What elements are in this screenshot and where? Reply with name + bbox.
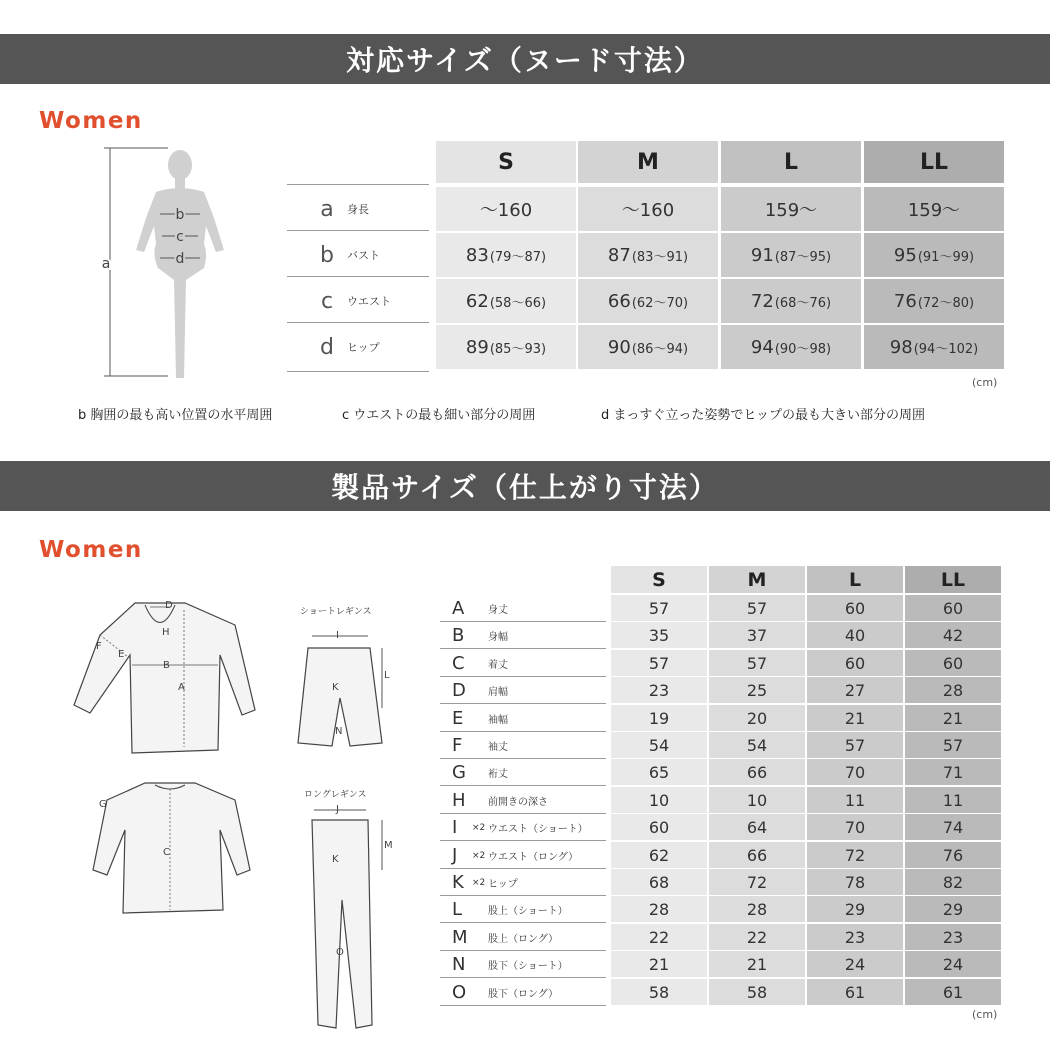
label-b: b: [175, 207, 185, 223]
product-row-label-o: [452, 979, 558, 1006]
nude-cell-value: ～160: [621, 200, 675, 221]
note-d: d まっすぐ立った姿勢でヒップの最も大きい部分の周囲: [601, 408, 925, 423]
nude-cell-range: (85～93): [489, 341, 547, 357]
product-row-label-n: [452, 951, 568, 978]
product-row-divider: [440, 703, 606, 704]
top-back-diagram: [85, 775, 255, 920]
product-row-jp: 裄丈: [488, 769, 508, 780]
product-cell: 57: [611, 595, 707, 621]
product-cell: 54: [611, 732, 707, 758]
nude-cell-range: (68～76): [774, 295, 832, 311]
label-G: G: [99, 799, 107, 810]
nude-header-m: M: [578, 141, 718, 183]
product-cell: 21: [807, 705, 903, 731]
product-cell: 23: [905, 924, 1001, 950]
nude-header-l: L: [721, 141, 861, 183]
product-row-jp: ウエスト（ショート）: [488, 824, 588, 835]
nude-row-divider: [287, 371, 429, 372]
product-cell: 66: [709, 842, 805, 868]
nude-cell: [864, 325, 1004, 369]
product-cell: 71: [905, 759, 1001, 785]
product-row-jp: 前開きの深さ: [488, 797, 548, 808]
product-cell: 76: [905, 842, 1001, 868]
nude-cell-value: 87: [607, 244, 631, 266]
product-cell: 57: [611, 650, 707, 676]
nude-cell-value: 76: [893, 290, 917, 312]
product-row-letter: G: [452, 762, 466, 783]
product-row-multiplier: ×2: [472, 850, 486, 861]
note-b: b 胸囲の最も高い位置の水平周囲: [78, 408, 273, 423]
product-cell: 28: [905, 677, 1001, 703]
nude-row-jp: ウエスト: [347, 295, 391, 308]
nude-cell: [578, 279, 718, 323]
nude-cell: [721, 325, 861, 369]
product-cell: 70: [807, 814, 903, 840]
product-cell: 58: [611, 979, 707, 1005]
product-cell: 28: [709, 896, 805, 922]
product-cell: 28: [611, 896, 707, 922]
nude-cell-value: 159～: [907, 200, 961, 221]
nude-cell: [436, 233, 576, 277]
nude-row-label-c: [313, 279, 391, 323]
label-A: A: [178, 682, 185, 693]
nude-row-letter: a: [320, 196, 334, 222]
product-cell: 82: [905, 869, 1001, 895]
product-row-letter: F: [452, 735, 463, 756]
product-row-jp: 股上（ロング）: [488, 934, 559, 945]
product-row-jp: 股下（ロング）: [488, 989, 559, 1000]
product-row-divider: [440, 1005, 606, 1006]
label-J: J: [336, 804, 339, 815]
product-row-jp: 袖丈: [488, 742, 508, 753]
nude-cell-value: 91: [750, 244, 774, 266]
product-cell: 22: [611, 924, 707, 950]
product-size-banner: [0, 461, 1050, 511]
nude-header-s: S: [436, 141, 576, 183]
product-row-label-l: [452, 896, 568, 923]
nude-row-label-d: [313, 325, 380, 369]
product-row-label-d: [452, 677, 508, 704]
label-N: N: [335, 726, 343, 737]
product-row-jp: 身幅: [488, 632, 508, 643]
product-header-m: M: [709, 566, 805, 593]
label-c: c: [176, 229, 184, 245]
product-cell: 27: [807, 677, 903, 703]
nude-cell: [578, 233, 718, 277]
product-cell: 25: [709, 677, 805, 703]
nude-cell: [721, 187, 861, 231]
nude-cell: [436, 325, 576, 369]
nude-size-title: 対応サイズ（ヌード寸法）: [346, 44, 704, 77]
product-cell: 11: [807, 787, 903, 813]
label-M: M: [384, 840, 393, 851]
nude-cell-value: 72: [750, 290, 774, 312]
nude-cell-value: 90: [607, 336, 631, 358]
nude-row-divider: [287, 184, 429, 185]
product-unit: (cm): [972, 1008, 998, 1021]
product-row-label-b: [452, 622, 508, 649]
product-cell: 40: [807, 622, 903, 648]
label-O: O: [336, 947, 344, 958]
nude-cell-value: 62: [465, 290, 489, 312]
product-cell: 57: [709, 595, 805, 621]
product-row-label-a: [452, 595, 508, 622]
nude-cell-range: (90～98): [774, 341, 832, 357]
product-row-letter: J: [452, 845, 458, 866]
nude-row-label-a: [313, 187, 369, 231]
product-row-jp: 袖幅: [488, 715, 508, 726]
nude-cell-range: (83～91): [631, 249, 689, 265]
nude-row-letter: d: [320, 334, 334, 360]
nude-cell-value: 159～: [764, 200, 818, 221]
label-K2: K: [332, 854, 339, 865]
nude-unit: (cm): [972, 376, 998, 389]
short-leggings-caption: ショートレギンス: [300, 607, 372, 617]
note-c: c ウエストの最も細い部分の周囲: [342, 408, 536, 423]
nude-cell-value: 89: [465, 336, 489, 358]
nude-cell-range: (62～70): [631, 295, 689, 311]
product-cell: 62: [611, 842, 707, 868]
nude-cell-value: ～160: [479, 200, 533, 221]
nude-cell: [578, 187, 718, 231]
top-front-diagram: [60, 595, 260, 760]
nude-row-jp: ヒップ: [347, 341, 380, 354]
product-cell: 60: [807, 595, 903, 621]
product-row-letter: L: [452, 899, 463, 920]
product-cell: 20: [709, 705, 805, 731]
product-row-label-h: [452, 787, 548, 814]
product-row-label-j: [452, 842, 578, 869]
product-row-label-k: [452, 869, 518, 896]
product-cell: 60: [905, 595, 1001, 621]
product-cell: 11: [905, 787, 1001, 813]
nude-size-banner: [0, 34, 1050, 84]
product-cell: 24: [905, 951, 1001, 977]
product-cell: 24: [807, 951, 903, 977]
product-cell: 21: [905, 705, 1001, 731]
nude-row-divider: [287, 322, 429, 323]
short-leggings-diagram: [290, 618, 400, 758]
product-row-divider: [440, 922, 606, 923]
nude-header-ll: LL: [864, 141, 1004, 183]
nude-cell: [436, 279, 576, 323]
nude-cell-range: (86～94): [631, 341, 689, 357]
product-row-letter: C: [452, 653, 465, 674]
product-row-letter: K: [452, 872, 464, 893]
product-row-jp: 股上（ショート）: [488, 906, 568, 917]
product-row-jp: 肩幅: [488, 687, 508, 698]
product-row-divider: [440, 785, 606, 786]
product-cell: 72: [709, 869, 805, 895]
product-cell: 60: [611, 814, 707, 840]
nude-cell-range: (58～66): [489, 295, 547, 311]
nude-cell-value: 98: [889, 336, 913, 358]
nude-cell-value: 95: [893, 244, 917, 266]
label-C: C: [163, 847, 170, 858]
product-row-divider: [440, 840, 606, 841]
product-cell: 10: [709, 787, 805, 813]
product-cell: 65: [611, 759, 707, 785]
label-E: E: [118, 649, 125, 660]
nude-cell: [578, 325, 718, 369]
product-row-label-f: [452, 732, 508, 759]
product-row-label-m: [452, 924, 558, 951]
product-row-label-c: [452, 650, 508, 677]
product-cell: 21: [611, 951, 707, 977]
nude-cell-range: (94～102): [913, 341, 979, 357]
women-label-nude: Women: [39, 108, 143, 134]
product-cell: 23: [807, 924, 903, 950]
label-I: I: [336, 630, 339, 641]
product-header-l: L: [807, 566, 903, 593]
label-F: F: [96, 641, 102, 652]
product-cell: 54: [709, 732, 805, 758]
product-row-jp: 股下（ショート）: [488, 961, 568, 972]
product-header-ll: LL: [905, 566, 1001, 593]
product-row-jp: 身丈: [488, 605, 508, 616]
product-cell: 72: [807, 842, 903, 868]
product-row-letter: M: [452, 927, 468, 948]
nude-row-jp: 身長: [347, 203, 369, 216]
nude-row-divider: [287, 230, 429, 231]
product-cell: 22: [709, 924, 805, 950]
product-cell: 42: [905, 622, 1001, 648]
nude-cell-range: (72～80): [917, 295, 975, 311]
product-row-multiplier: ×2: [472, 822, 486, 833]
product-cell: 37: [709, 622, 805, 648]
product-cell: 23: [611, 677, 707, 703]
product-cell: 66: [709, 759, 805, 785]
product-cell: 68: [611, 869, 707, 895]
product-row-letter: B: [452, 625, 465, 646]
label-d: d: [175, 251, 185, 267]
product-row-letter: A: [452, 598, 465, 619]
product-row-letter: N: [452, 954, 466, 975]
nude-cell-value: 83: [465, 244, 489, 266]
product-cell: 70: [807, 759, 903, 785]
nude-cell: [864, 187, 1004, 231]
product-cell: 61: [807, 979, 903, 1005]
nude-row-divider: [287, 276, 429, 277]
product-cell: 74: [905, 814, 1001, 840]
product-cell: 60: [807, 650, 903, 676]
product-cell: 64: [709, 814, 805, 840]
product-cell: 35: [611, 622, 707, 648]
product-row-jp: ヒップ: [488, 879, 518, 890]
product-cell: 29: [807, 896, 903, 922]
product-row-jp: ウエスト（ロング）: [488, 852, 579, 863]
product-row-letter: O: [452, 982, 467, 1003]
nude-cell-range: (87～95): [774, 249, 832, 265]
nude-cell-range: (91～99): [917, 249, 975, 265]
long-leggings-diagram: [290, 800, 400, 1032]
product-row-letter: D: [452, 680, 466, 701]
product-row-label-e: [452, 705, 508, 732]
product-row-letter: H: [452, 790, 466, 811]
product-row-label-i: [452, 814, 588, 841]
product-cell: 57: [807, 732, 903, 758]
product-cell: 58: [709, 979, 805, 1005]
nude-cell-value: 94: [750, 336, 774, 358]
product-row-multiplier: ×2: [472, 877, 486, 888]
nude-cell: [721, 233, 861, 277]
product-cell: 57: [709, 650, 805, 676]
product-cell: 19: [611, 705, 707, 731]
nude-cell: [864, 233, 1004, 277]
product-row-divider: [440, 977, 606, 978]
product-cell: 57: [905, 732, 1001, 758]
product-row-divider: [440, 648, 606, 649]
nude-cell: [864, 279, 1004, 323]
nude-row-letter: c: [320, 288, 334, 314]
product-cell: 61: [905, 979, 1001, 1005]
women-label-product: Women: [39, 537, 143, 563]
nude-row-jp: バスト: [347, 249, 380, 262]
long-leggings-caption: ロングレギンス: [304, 790, 367, 800]
nude-row-letter: b: [320, 242, 334, 268]
product-row-letter: E: [452, 708, 464, 729]
body-figure-diagram: [96, 140, 236, 385]
product-row-letter: I: [452, 817, 458, 838]
product-size-title: 製品サイズ（仕上がり寸法）: [331, 471, 719, 504]
product-row-label-g: [452, 759, 508, 786]
product-cell: 60: [905, 650, 1001, 676]
nude-row-label-b: [313, 233, 380, 277]
product-cell: 21: [709, 951, 805, 977]
product-cell: 78: [807, 869, 903, 895]
product-row-jp: 着丈: [488, 660, 508, 671]
nude-cell-range: (79～87): [489, 249, 547, 265]
product-cell: 10: [611, 787, 707, 813]
product-header-s: S: [611, 566, 707, 593]
product-cell: 29: [905, 896, 1001, 922]
label-H: H: [162, 627, 170, 638]
label-K: K: [332, 682, 339, 693]
label-a: a: [101, 256, 111, 272]
label-L: L: [384, 670, 390, 681]
label-B: B: [163, 660, 170, 671]
nude-cell: [436, 187, 576, 231]
nude-cell: [721, 279, 861, 323]
label-D: D: [165, 600, 173, 611]
nude-cell-value: 66: [607, 290, 631, 312]
